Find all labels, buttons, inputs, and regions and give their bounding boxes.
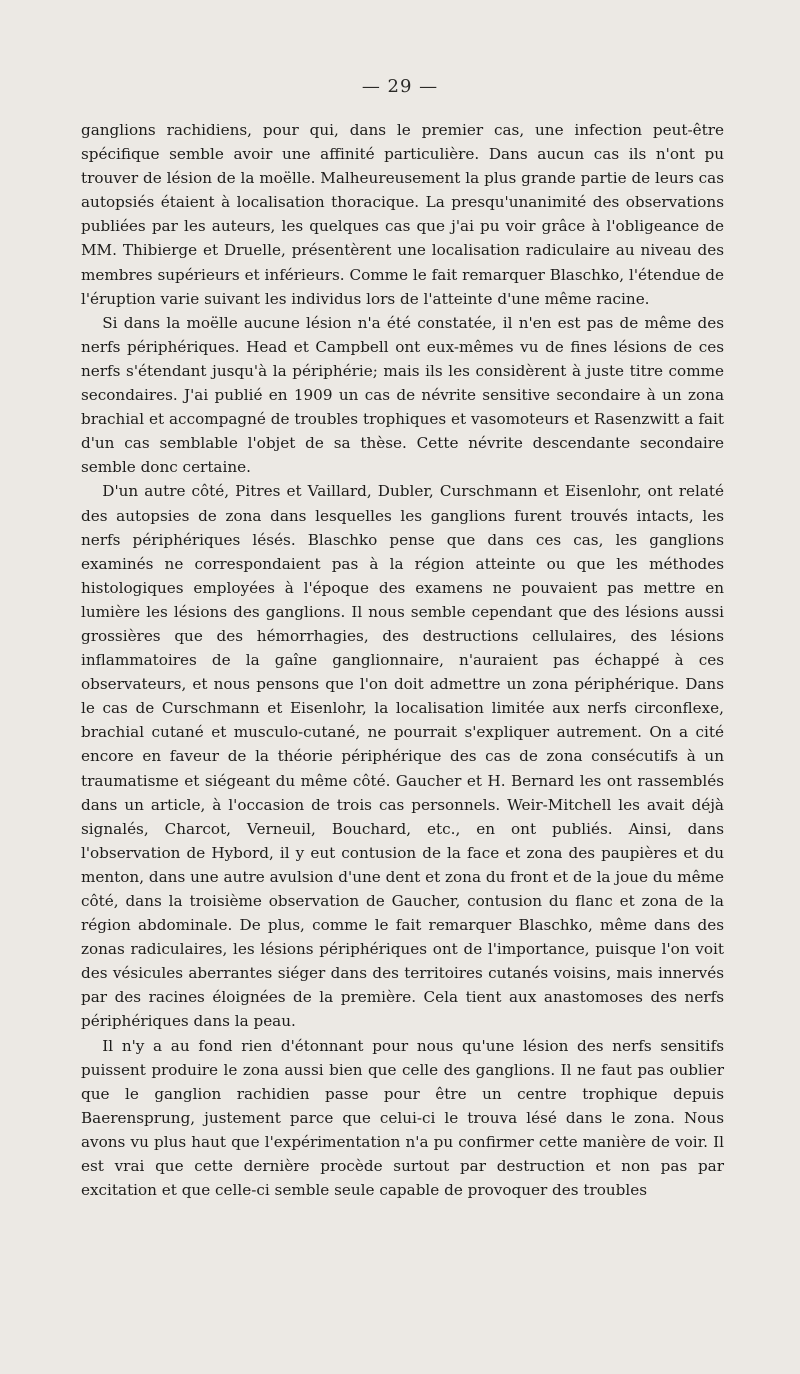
- body-text: [81, 118, 724, 1202]
- paragraph: Il n'y a au fond rien d'étonnant pour nous qu'une lésion des nerfs sensitifs puissent produire le zona aussi bien que celle des ganglions. Il ne faut pas oublier que le ganglion rachidien passe pour être un centre trophique depuis Baerensprung, justement parce que celui-ci le trouva lésé dans le zona. Nous avons vu plus haut que l'expérimentation n'a pu confirmer cette manière de voir. Il est vrai que cette dernière procède surtout par destruction et non pas par excitation et que celle-ci semble seule capable de provoquer des troubles: [81, 1036, 724, 1200]
- paragraph: Si dans la moëlle aucune lésion n'a été constatée, il n'en est pas de même des nerfs périphériques. Head et Campbell ont eux-mêmes vu de fines lésions de ces nerfs s'étendant jusqu'à la périphérie; mais ils les considèrent à juste titre comme secondaires. J'ai publié en 1909 un cas de névrite sensitive secondaire à un zona brachial et accompagné de troubles trophiques et vasomoteurs et Rasenzwitt a fait d'un cas semblable l'objet de sa thèse. Cette névrite descendante secondaire semble donc certaine.: [81, 313, 724, 477]
- paragraph: D'un autre côté, Pitres et Vaillard, Dubler, Curschmann et Eisenlohr, ont relaté des autopsies de zona dans lesquelles les ganglions furent trouvés intacts, les nerfs périphériques lésés. Blaschko pense que dans ces cas, les ganglions examinés ne correspondaient pas à la région atteinte ou que les méthodes histologiques employées à l'époque des examens ne pouvaient pas mettre en lumière les lésions des ganglions. Il nous semble cependant que des lésions aussi grossières que des hémorrhagies, des destructions cellulaires, des lésions inflammatoires de la gaîne ganglionnaire, n'auraient pas échappé à ces observateurs, et nous pensons que l'on doit admettre un zona périphérique. Dans le cas de Curschmann et Eisenlohr, la localisation limitée aux nerfs circonflexe, brachial cutané et musculo-cutané, ne pourrait s'expliquer autrement. On a cité encore en faveur de la théorie périphérique des cas de zona consécutifs à un traumatisme et siégeant du même côté. Gaucher et H. Bernard les ont rassemblés dans un article, à l'occasion de trois cas personnels. Weir-Mitchell les avait déjà signalés, Charcot, Verneuil, Bouchard, etc., en ont publiés. Ainsi, dans l'observation de Hybord, il y eut contusion de la face et zona des paupières et du menton, dans une autre avulsion d'une dent et zona du front et de la joue du même côté, dans la troisième observation de Gaucher, contusion du flanc et zona de la région abdominale. De plus, comme le fait remarquer Blaschko, même dans des zonas radiculaires, les lésions périphériques ont de l'importance, puisque l'on voit des vésicules aberrantes siéger dans des territoires cutanés voisins, mais innervés par des racines éloignées de la première. Cela tient aux anastomoses des nerfs périphériques dans la peau.: [81, 482, 724, 1031]
- page-number: — 29 —: [361, 76, 439, 97]
- paragraph: ganglions rachidiens, pour qui, dans le premier cas, une infection peut-être spécifique semble avoir une affinité particulière. Dans aucun cas ils n'ont pu trouver de lésion de la moëlle. Malheureusement la plus grande partie de leurs cas autopsiés étaient à localisation thoracique. La presqu'unanimité des observations publiées par les auteurs, les quelques cas que j'ai pu voir grâce à l'obligeance de MM. Thibierge et Druelle, présentèrent une localisation radiculaire au niveau des membres supérieurs et inférieurs. Comme le fait remarquer Blaschko, l'étendue de l'éruption varie suivant les individus lors de l'atteinte d'une même racine.: [81, 121, 724, 308]
